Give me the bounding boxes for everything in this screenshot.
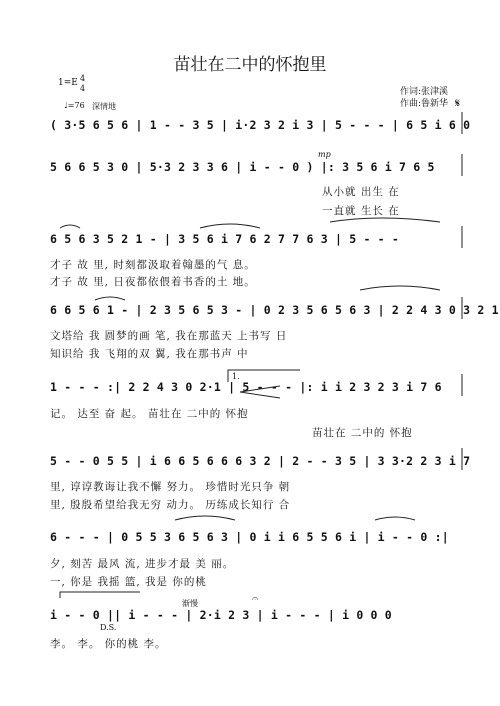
- volta-bracket: [228, 370, 300, 382]
- notation-line-7: 6 - - - | 0 5 5 3 6 5 6 3 | 0 i i 6 5 5 6 i | i - - 0 :|: [50, 530, 449, 544]
- notation-line-3: 6 5 6 3 5 2 1 - | 3 5 6 i 7 6 2 7 7 6 3 | 5 - - -: [50, 232, 400, 246]
- slur-4: [95, 297, 125, 300]
- time-top: 4: [80, 74, 86, 83]
- lyric-line-2a: 从小就 出生 在: [322, 186, 400, 198]
- notation-line-6: 5 - - 0 5 5 | i 6 6 5 6 6 6 3 2 | 2 - - 3 5 | 3 3·2 2 3 i 7: [50, 454, 471, 468]
- volta-first-ending: 1.: [232, 372, 240, 381]
- lyric-line-6b: 里, 殷殷希望给我无穷 动力。 历练成长知行 合: [50, 499, 291, 511]
- lyric-line-4b: 知识给 我 飞翔的双 翼, 我在那书声 中: [50, 348, 249, 360]
- slur-3: [330, 218, 440, 222]
- notation-line-2: 5 6 6 5 3 0 | 5·3 2 3 3 6 | i - - 0 ) |: 3 5 6 i 7 6 5: [50, 160, 435, 174]
- segno-icon: 𝄋: [455, 96, 461, 110]
- slur-6: [175, 516, 235, 520]
- slur-5: [360, 286, 440, 290]
- tempo-marking: ♩=76: [64, 101, 85, 110]
- dynamic-mp: mp: [318, 150, 331, 159]
- key-signature: 1=E: [58, 78, 78, 88]
- lyric-line-7b: 一, 你是 我摇 篮, 我是 你的桃: [50, 576, 207, 588]
- notation-line-1: ( 3·5 6 5 6 | 1 - - 3 5 | i·2 3 2 i 3 | 5 - - - | 6 5 i 6 0: [50, 118, 471, 132]
- lyricist-credit: 作词:张津溪: [400, 87, 449, 97]
- notation-line-4: 6 6 5 6 1 - | 2 3 5 6 5 3 - | 0 2 3 5 6 5 6 3 | 2 2 4 3 0 3 2 1: [50, 303, 499, 317]
- fermata-icon: 𝄐: [252, 592, 259, 605]
- slur-1: [60, 225, 80, 228]
- lyric-line-3a: 才子 故 里, 时刻都汲取着翰墨的气 息。: [50, 259, 256, 271]
- lyric-line-3b: 才子 故 里, 日夜都依偎着书香的土 地。: [50, 276, 256, 288]
- time-bottom: 4: [80, 84, 86, 93]
- composer-credit: 作曲:鲁新华: [400, 99, 449, 109]
- lyric-line-5a: 记。 达至 奋 起。 苗壮在 二中的 怀抱: [50, 408, 249, 420]
- lyric-line-5b: 苗壮在 二中的 怀抱: [312, 427, 413, 439]
- lyric-line-2b: 一直就 生长 在: [322, 205, 400, 217]
- notation-line-8: i - - 0 || i - - - | 2·i 2 3 | i - - - | i 0 0 0: [50, 608, 392, 622]
- ritardando-marking: 渐慢: [182, 599, 198, 608]
- crescendo-hairpin: [240, 386, 280, 398]
- notation-line-5: 1 - - - :| 2 2 4 3 0 2·1 | 5 - - - |: i i 2 3 2 3 i 7 6: [50, 380, 442, 394]
- final-bracket: [60, 592, 140, 598]
- lyric-line-8: 李。 李。 你的桃 李。: [50, 638, 167, 650]
- slur-7: [375, 517, 415, 520]
- song-title: 苗壮在二中的怀抱里: [173, 55, 327, 75]
- lyric-line-6a: 里, 谆谆教诲让我不懈 努力。 珍惜时光只争 朝: [50, 481, 291, 493]
- lyric-line-7a: 夕, 刻苦 最风 流, 进步才最 美 丽。: [50, 558, 235, 570]
- slur-2: [200, 224, 260, 228]
- lyric-line-4a: 文塔给 我 圆梦的画 笔, 我在那蓝天 上书写 日: [50, 330, 288, 342]
- expression-marking: 深情地: [92, 102, 116, 111]
- dal-segno-marking: D.S.: [100, 623, 117, 632]
